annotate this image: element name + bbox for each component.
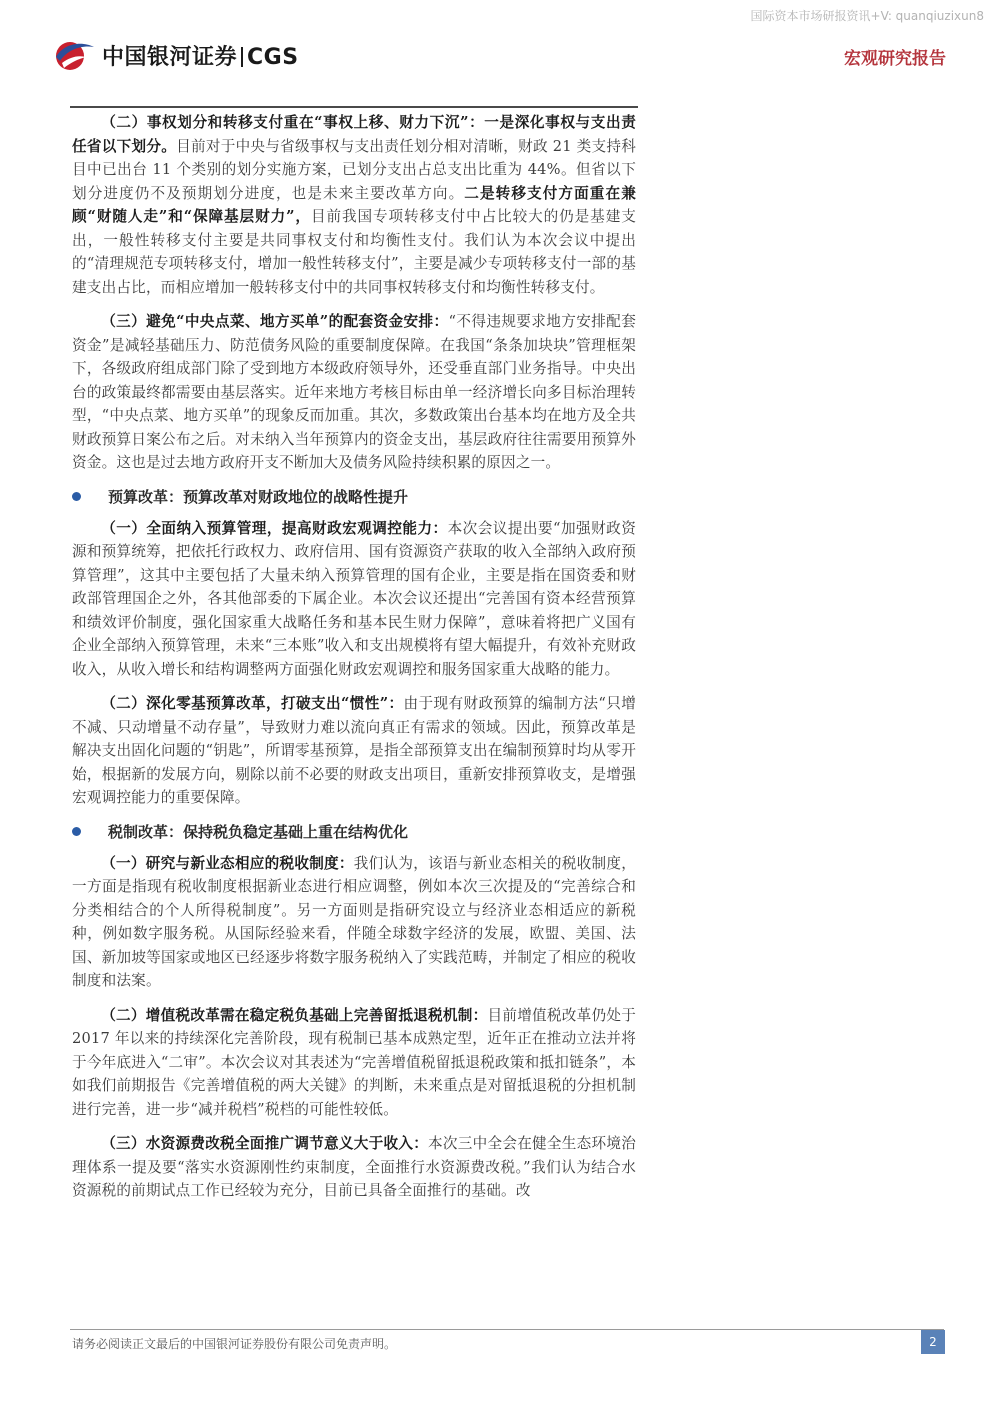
report-type-label: 宏观研究报告 [844,49,946,69]
paragraph-body: 目前增值税改革仍处于 2017 年以来的持续深化完善阶段，现有税制已基本成熟定型，近年正在推动立法并将于今年底进入“二审”。本次会议对其表述为“完善增值税留抵退税政策和抵扣链条”，本如我们前期报告《完善增值税的两大关键》的判断，未来重点是对留抵退税的分担机制进行完善，进一步“减并税档”税档的可能性较低。 [72,1006,636,1118]
logo-name-cn: 中国银河证券 [102,44,238,70]
footer-divider [70,1329,944,1330]
section-heading-tax [72,821,636,843]
paragraph-water-tax [72,1132,636,1203]
paragraph-body: 本次三中全会在健全生态环境治理体系一提及要“落实水资源刚性约束制度，全面推行水资源费改税。”我们认为结合水资源税的前期试点工作已经较为充分，目前已具备全面推行的基础。改 [72,1135,636,1199]
footer-disclaimer: 请务必阅读正文最后的中国银河证券股份有限公司免责声明。 [72,1337,397,1351]
section-title: 预算改革：预算改革对财政地位的战略性提升 [108,487,409,506]
paragraph-lead: （二）事权划分和转移支付重在“事权上移、财力下沉”：一是深化事权与支出责任省以下划分。 [72,114,636,155]
logo-name-en: CGS [247,44,299,70]
paragraph-vat-reform [72,1004,636,1122]
header-divider [70,106,638,108]
paragraph-fiscal-powers [72,111,636,299]
bullet-icon [72,827,81,836]
paragraph-lead: （二）增值税改革需在稳定税负基础上完善留抵退税机制： [101,1006,488,1024]
paragraph-body: 由于现有财政预算的编制方法“只增不减、只动增量不动存量”，导致财力难以流向真正有需求的领域。因此，预算改革是解决支出固化问题的“钥匙”，所谓零基预算，是指全部预算支出在编制预算时均从零开始，根据新的发展方向，剔除以前不必要的财政支出项目，重新安排预算收支，是增强宏观调控能力的重要保障。 [72,695,636,806]
galaxy-logo-icon [52,37,96,73]
company-logo [52,37,299,73]
section-heading-budget [72,486,636,508]
paragraph-zero-based-budget [72,692,636,810]
report-body [72,111,636,1214]
section-title: 税制改革：保持税负稳定基础上重在结构优化 [108,822,409,841]
paragraph-lead: （一）研究与新业态相应的税收制度： [101,854,354,872]
page-number: 2 [921,1330,945,1354]
bullet-icon [72,492,81,501]
paragraph-lead: （三）水资源费改税全面推广调节意义大于收入： [101,1135,429,1152]
paragraph-body: 本次会议提出要“加强财政资源和预算统筹，把依托行政权力、政府信用、国有资源资产获取的收入全部纳入政府预算管理”，这其中主要包括了大量未纳入预算管理的国有企业，主要是指在国资委和财政部管理国企之外，各其他部委的下属企业。本次会议还提出“完善国有资本经营预算和绩效评价制度，强化国家重大战略任务和基本民生财力保障”，意味着将把广义国有企业全部纳入预算管理，未来“三本账”收入和支出规模将有望大幅提升，有效补充财政收入，从收入增长和结构调整两方面强化财政宏观调控和服务国家重大战略的能力。 [72,519,637,678]
paragraph-body: 我们认为，该语与新业态相关的税收制度，一方面是指现有税收制度根据新业态进行相应调整，例如本次三次提及的“完善综合和分类相结合的个人所得税制度”。另一方面则是指研究设立与经济业态相适应的新税种，例如数字服务税。从国际经验来看，伴随全球数字经济的发展，欧盟、美国、法国、新加坡等国家或地区已经逐步将数字服务税纳入了实践范畴，并制定了相应的税收制度和法案。 [72,854,636,989]
paragraph-body-2: 目前我国专项转移支付中占比较大的仍是基建支出，一般性转移支付主要是共同事权支付和均衡性支付。我们认为本次会议中提出的“清理规范专项转移支付，增加一般性转移支付”，主要是减少专项转移支付一部的基建支出占比，而相应增加一般转移支付中的共同事权转移支付和均衡性转移支付。 [72,208,637,296]
paragraph-budget-management [72,517,636,682]
paragraph-lead: （一）全面纳入预算管理，提高财政宏观调控能力： [101,519,448,537]
logo-divider [241,47,243,67]
paragraph-body: “不得违规要求地方安排配套资金”是减轻基础压力、防范债务风险的重要制度保障。在我国“条条加块块”管理框架下，各级政府组成部门除了受到地方本级政府领导外，还受垂直部门业务指导。中央出台的政策最终都需要由基层落实。近年来地方考核目标由单一经济增长向多目标治理转型，“中央点菜、地方买单”的现象反而加重。其次，多数政策出台基本均在地方及全共财政预算日案公布之后。对未纳入当年预算内的资金支出，基层政府往往需要用预算外资金。这也是过去地方政府开支不断加大及债务风险持续积累的原因之一。 [72,313,637,471]
paragraph-lead-2: 二是转移支付方面重在兼顾“财随人走”和“保障基层财力”， [72,184,636,225]
paragraph-lead: （三）避免“中央点菜、地方买单”的配套资金安排： [101,313,449,330]
watermark-text: 国际资本市场研报资讯+V: quanqiuzixun8 [750,9,984,23]
paragraph-lead: （二）深化零基预算改革，打破支出“惯性”： [101,695,404,712]
paragraph-new-business-tax [72,852,636,993]
paragraph-body: 目前对于中央与省级事权与支出责任划分相对清晰，财政 21 类支持科目中已出台 11 个类别的划分实施方案，已划分支出占总支出比重为 44%。但省以下划分进度仍不及预期划分进度，也是未来主要改革方向。 [72,137,637,202]
paragraph-matching-funds [72,310,636,475]
